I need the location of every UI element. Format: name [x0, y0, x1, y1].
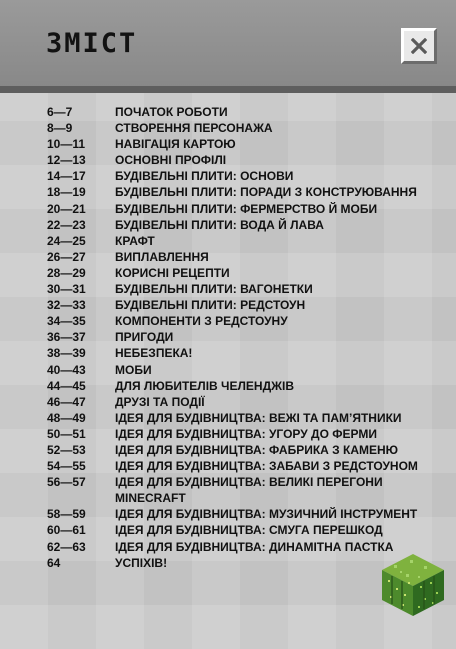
toc-row[interactable]	[47, 426, 427, 442]
toc-title: ІДЕЯ ДЛЯ БУДІВНИЦТВА: ЗАБАВИ З РЕДСТОУНОМ	[115, 459, 418, 474]
toc-row[interactable]	[47, 152, 427, 168]
toc-title: УСПІХІВ!	[115, 555, 168, 570]
toc-pages: 8—9	[47, 121, 73, 136]
toc-row[interactable]	[47, 474, 427, 506]
toc-title: ІДЕЯ ДЛЯ БУДІВНИЦТВА: ВЕЛИКІ ПЕРЕГОНИ MINECRAFT	[115, 475, 383, 506]
page-title: ЗМІСТ	[46, 28, 138, 59]
toc-title: ПРИГОДИ	[115, 330, 174, 345]
toc-row[interactable]	[47, 506, 427, 522]
toc-pages: 38—39	[47, 346, 86, 361]
toc-title: ІДЕЯ ДЛЯ БУДІВНИЦТВА: СМУГА ПЕРЕШКОД	[115, 523, 383, 538]
toc-row[interactable]	[47, 168, 427, 184]
toc-pages: 62—63	[47, 539, 86, 554]
toc-title: ІДЕЯ ДЛЯ БУДІВНИЦТВА: МУЗИЧНИЙ ІНСТРУМЕНТ	[115, 507, 418, 522]
toc-row[interactable]	[47, 362, 427, 378]
toc-row[interactable]	[47, 217, 427, 233]
toc-title: ДЛЯ ЛЮБИТЕЛІВ ЧЕЛЕНДЖІВ	[115, 378, 294, 393]
toc-pages: 48—49	[47, 410, 86, 425]
toc-pages: 46—47	[47, 394, 86, 409]
table-of-contents	[47, 104, 427, 571]
toc-title: ІДЕЯ ДЛЯ БУДІВНИЦТВА: ДИНАМІТНА ПАСТКА	[115, 539, 394, 554]
toc-row[interactable]	[47, 442, 427, 458]
toc-pages: 44—45	[47, 378, 86, 393]
toc-title: ІДЕЯ ДЛЯ БУДІВНИЦТВА: ФАБРИКА З КАМЕНЮ	[115, 442, 399, 457]
toc-title: БУДІВЕЛЬНІ ПЛИТИ: ПОРАДИ З КОНСТРУЮВАННЯ	[115, 185, 417, 200]
toc-pages: 32—33	[47, 298, 86, 313]
toc-pages: 14—17	[47, 169, 86, 184]
toc-title: ІДЕЯ ДЛЯ БУДІВНИЦТВА: ВЕЖІ ТА ПАМ’ЯТНИКИ	[115, 410, 402, 425]
header	[0, 0, 456, 93]
toc-row[interactable]	[47, 201, 427, 217]
toc-row[interactable]	[47, 184, 427, 200]
toc-row[interactable]	[47, 136, 427, 152]
toc-row[interactable]	[47, 104, 427, 120]
toc-row[interactable]	[47, 458, 427, 474]
toc-row[interactable]	[47, 539, 427, 555]
toc-pages: 36—37	[47, 330, 86, 345]
toc-pages: 58—59	[47, 507, 86, 522]
toc-title: НАВІГАЦІЯ КАРТОЮ	[115, 137, 236, 152]
toc-title: ДРУЗІ ТА ПОДІЇ	[115, 394, 205, 409]
toc-row[interactable]	[47, 329, 427, 345]
toc-pages: 24—25	[47, 233, 86, 248]
toc-pages: 52—53	[47, 442, 86, 457]
toc-title: ОСНОВНІ ПРОФІЛІ	[115, 153, 227, 168]
toc-pages: 40—43	[47, 362, 86, 377]
toc-row[interactable]	[47, 233, 427, 249]
toc-row[interactable]	[47, 120, 427, 136]
toc-title: ІДЕЯ ДЛЯ БУДІВНИЦТВА: УГОРУ ДО ФЕРМИ	[115, 426, 377, 441]
toc-pages: 20—21	[47, 201, 86, 216]
toc-pages: 26—27	[47, 249, 86, 264]
toc-pages: 34—35	[47, 314, 86, 329]
toc-pages: 56—57	[47, 475, 86, 490]
toc-pages: 12—13	[47, 153, 86, 168]
toc-title: БУДІВЕЛЬНІ ПЛИТИ: РЕДСТОУН	[115, 298, 306, 313]
toc-row[interactable]	[47, 394, 427, 410]
toc-row[interactable]	[47, 313, 427, 329]
toc-pages: 50—51	[47, 426, 86, 441]
toc-pages: 60—61	[47, 523, 86, 538]
toc-row[interactable]	[47, 410, 427, 426]
toc-title: ПОЧАТОК РОБОТИ	[115, 105, 228, 119]
toc-title: БУДІВЕЛЬНІ ПЛИТИ: ВОДА Й ЛАВА	[115, 217, 324, 232]
toc-row[interactable]	[47, 345, 427, 361]
close-icon	[411, 38, 427, 54]
header-divider	[0, 86, 456, 93]
toc-row[interactable]	[47, 281, 427, 297]
toc-title: КОРИСНІ РЕЦЕПТИ	[115, 265, 230, 280]
toc-pages: 64	[47, 555, 61, 570]
toc-row[interactable]	[47, 265, 427, 281]
close-button[interactable]	[401, 28, 437, 64]
toc-title: КРАФТ	[115, 233, 155, 248]
toc-row[interactable]	[47, 378, 427, 394]
toc-title: БУДІВЕЛЬНІ ПЛИТИ: ОСНОВИ	[115, 169, 294, 184]
toc-row[interactable]	[47, 522, 427, 538]
toc-title: ВИПЛАВЛЕННЯ	[115, 249, 209, 264]
toc-pages: 22—23	[47, 217, 86, 232]
toc-title: СТВОРЕННЯ ПЕРСОНАЖА	[115, 121, 273, 136]
toc-pages: 6—7	[47, 105, 73, 119]
toc-row[interactable]	[47, 249, 427, 265]
toc-title: БУДІВЕЛЬНІ ПЛИТИ: ВАГОНЕТКИ	[115, 282, 313, 297]
toc-title: КОМПОНЕНТИ З РЕДСТОУНУ	[115, 314, 288, 329]
toc-row[interactable]	[47, 297, 427, 313]
toc-pages: 28—29	[47, 265, 86, 280]
toc-pages: 10—11	[47, 137, 86, 152]
toc-title: БУДІВЕЛЬНІ ПЛИТИ: ФЕРМЕРСТВО Й МОБИ	[115, 201, 378, 216]
toc-title: НЕБЕЗПЕКА!	[115, 346, 193, 361]
toc-pages: 30—31	[47, 282, 86, 297]
toc-title: МОБИ	[115, 362, 152, 377]
toc-row[interactable]	[47, 555, 427, 571]
cactus-block-icon	[380, 552, 446, 618]
toc-pages: 18—19	[47, 185, 86, 200]
toc-pages: 54—55	[47, 459, 86, 474]
